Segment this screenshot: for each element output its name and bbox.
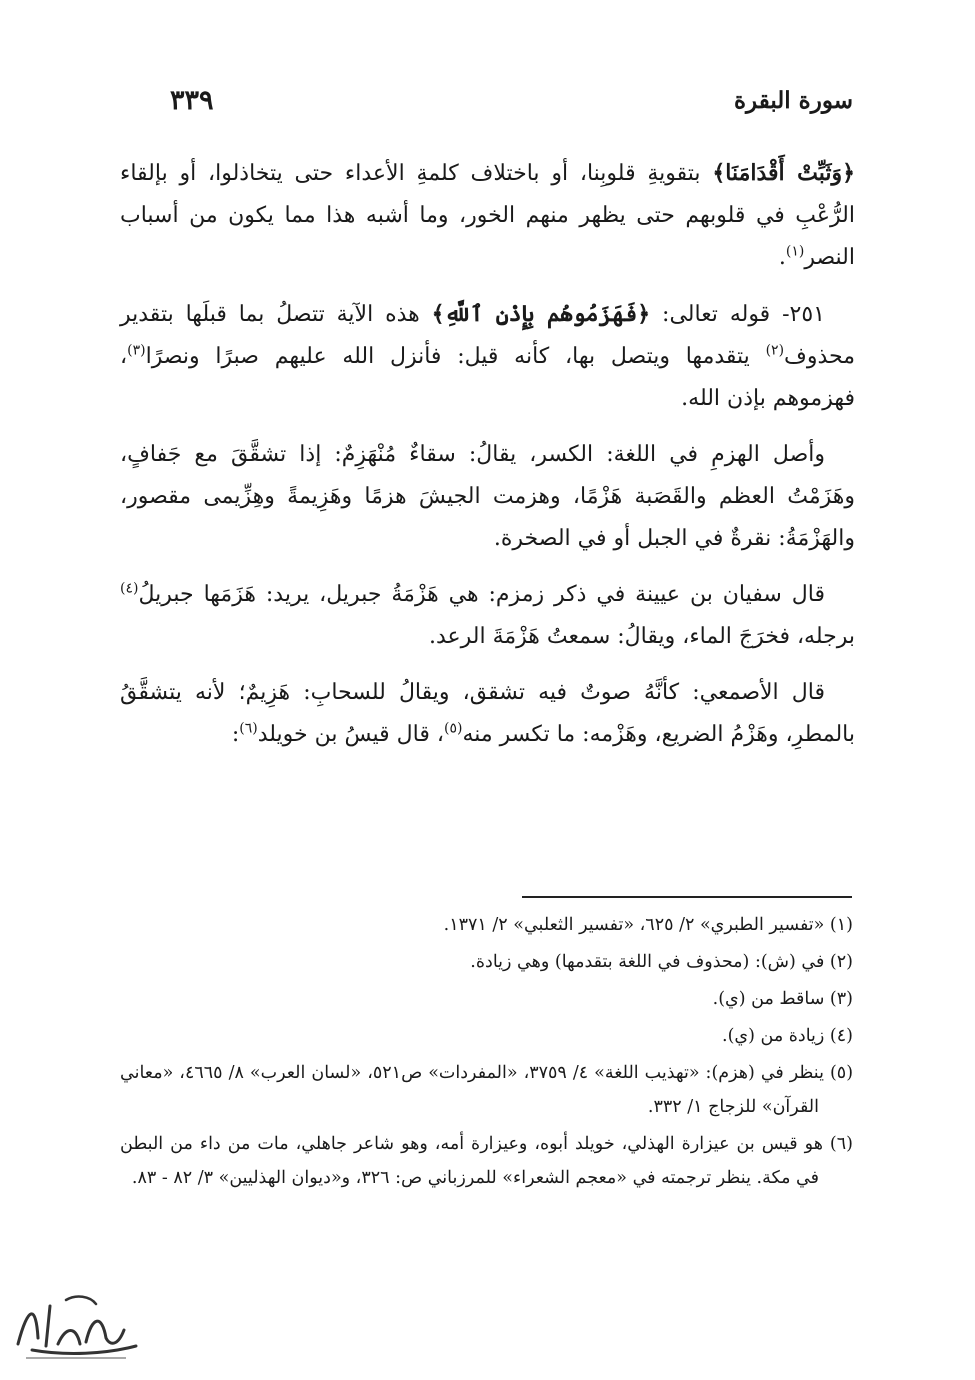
footnote-ref: (٢) bbox=[765, 342, 785, 359]
paragraph-text: قال سفيان بن عيينة في ذكر زمزم: هي هَزْمَةُ جبريل، يريد: هَزَمَها جبريلُ bbox=[138, 582, 825, 607]
paragraph-4 bbox=[120, 574, 855, 658]
quran-verse: ﴿وَثَبِّتْ أَقْدَامَنَا﴾ bbox=[712, 160, 855, 186]
paragraph-text: برجله، فخرَجَ الماء، ويقالُ: سمعتُ هَزْمَةَ الرعد. bbox=[428, 624, 855, 649]
main-text bbox=[120, 152, 855, 770]
footnote-separator bbox=[522, 896, 852, 898]
footnote-2: (٢) في (ش): (محذوف في اللغة بتقدمها) وهي زيادة. bbox=[470, 952, 853, 972]
footnote-ref: (٣) bbox=[127, 342, 146, 359]
footnote-ref: (١) bbox=[785, 243, 805, 260]
paragraph-text: هذه الآية تتصلُ بما قبلَها بتقدير محذوف bbox=[120, 302, 855, 369]
paragraph-end: : bbox=[231, 722, 240, 747]
footnote-6: (٦) هو قيس بن عيزارة الهذلي، خويلد أبوه، وعيزارة أمه، وهو شاعر جاهلي، مات من داء من البطن في مكة. ينظر ترجمته في «معجم الشعراء» للمرزباني ص: ٣٢٦، و«ديوان الهذليين» ٣/ ٨٢ - ٨٣. bbox=[120, 1134, 853, 1188]
paragraph-start: ٢٥١- قوله تعالى: bbox=[650, 302, 825, 327]
paragraph-text: بتقويةِ قلوبِنا، أو باختلاف كلمةِ الأعداء حتى يتخاذلوا، أو بإلقاء الرُّعْبِ في قلوبهم حتى يظهر منهم الخور، وما أشبه هذا مما يكون من أسباب النصر bbox=[120, 161, 855, 270]
paragraph-text: قال الأصمعي: كأنَّهُ صوتٌ فيه تشقق، ويقالُ للسحابِ: هَزِيمٌ؛ لأنه يتشقَّقُ بالمطرِ، وهَزْمُ الضريع، وهَزْمه: ما تكسر منه bbox=[120, 680, 855, 747]
page-number: ٣٣٩ bbox=[170, 84, 214, 116]
paragraph-5 bbox=[120, 672, 855, 756]
footnote-ref: (٦) bbox=[239, 720, 258, 737]
footnotes bbox=[120, 908, 853, 1198]
footnote-3: (٣) ساقط من (ي). bbox=[712, 989, 853, 1009]
footnote-1: (١) «تفسير الطبري» ٢/ ٦٢٥، «تفسير الثعلبي» ٢/ ١٣٧١. bbox=[443, 915, 853, 935]
paragraph-text: يتقدمها ويتصل بها، كأنه قيل: فأنزل الله عليهم صبرًا ونصرًا bbox=[145, 344, 766, 369]
page-header bbox=[170, 80, 853, 120]
paragraph-2 bbox=[120, 293, 855, 420]
paragraph-1 bbox=[120, 152, 855, 279]
paragraph-3: وأصل الهزمِ في اللغة: الكسر، يقالُ: سقاءٌ مُنْهَزِمٌ: إذا تشقَّقَ مع جَفافٍ، وهَزَمْتُ العظم والقَصَبة هَزْمًا، وهزمت الجيشَ هزمًا وهَزِيمةً وهِزِّيمى مقصور، والهَزْمَةُ: نقرةٌ في الجبل أو في الصخرة. bbox=[120, 442, 855, 551]
footnote-ref: (٥) bbox=[443, 720, 463, 737]
footnote-ref: (٤) bbox=[120, 580, 139, 597]
quran-verse: ﴿فَهَزَمُوهُم بِإِذْنِ ٱللَّهِ﴾ bbox=[431, 301, 651, 327]
paragraph-text: ، قال قيسُ بن خويلد bbox=[257, 722, 444, 747]
paragraph-text: ، فهزموهم بإذن الله. bbox=[120, 344, 855, 411]
footnote-5: (٥) ينظر في (هزم): «تهذيب اللغة» ٤/ ٣٧٥٩، «المفردات» ص٥٢١، «لسان العرب» ٨/ ٤٦٦٥، «معاني القرآن» للزجاج ١/ ٣٣٢. bbox=[120, 1063, 854, 1117]
library-stamp-icon bbox=[6, 1286, 146, 1368]
surah-title: سورة البقرة bbox=[733, 86, 853, 114]
footnote-4: (٤) زيادة من (ي). bbox=[722, 1026, 853, 1046]
paragraph-end: . bbox=[778, 245, 786, 270]
